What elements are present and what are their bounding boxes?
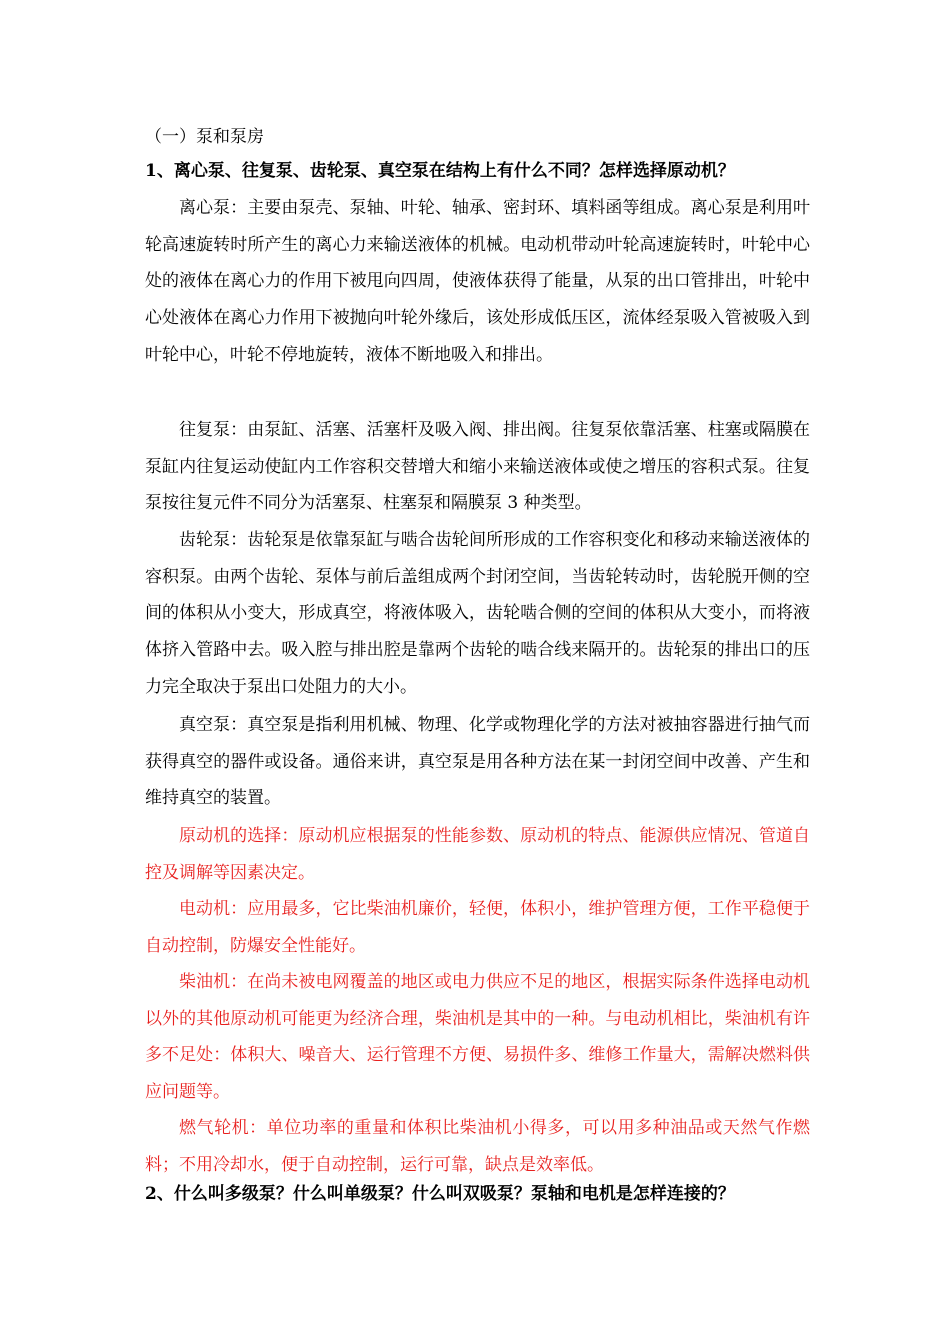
paragraph-electric-motor: 电动机：应用最多，它比柴油机廉价，轻便，体积小，维护管理方便，工作平稳便于自动控制，防爆安全性能好。 [145, 899, 810, 956]
question-heading-1: 1、离心泵、往复泵、齿轮泵、真空泵在结构上有什么不同？怎样选择原动机？ [145, 161, 735, 181]
paragraph-vacuum-pump: 真空泵：真空泵是指利用机械、物理、化学或物理化学的方法对被抽容器进行抽气而获得真空的器件或设备。通俗来讲，真空泵是用各种方法在某一封闭空间中改善、产生和维持真空的装置。 [145, 715, 810, 809]
section-title: （一）泵和泵房 [145, 127, 264, 147]
question-heading-2: 2、什么叫多级泵？什么叫单级泵？什么叫双吸泵？泵轴和电机是怎样连接的？ [145, 1184, 735, 1204]
paragraph-centrifugal-pump: 离心泵：主要由泵壳、泵轴、叶轮、轴承、密封环、填料函等组成。离心泵是利用叶轮高速旋转时所产生的离心力来输送液体的机械。电动机带动叶轮高速旋转时，叶轮中心处的液体在离心力的作用下被甩向四周，使液体获得了能量，从泵的出口管排出，叶轮中心处液体在离心力作用下被抛向叶轮外缘后，该处形成低压区，流体经泵吸入管被吸入到叶轮中心，叶轮不停地旋转，液体不断地吸入和排出。 [145, 198, 810, 365]
paragraph-gear-pump: 齿轮泵：齿轮泵是依靠泵缸与啮合齿轮间所形成的工作容积变化和移动来输送液体的容积泵。由两个齿轮、泵体与前后盖组成两个封闭空间，当齿轮转动时，齿轮脱开侧的空间的体积从小变大，形成真空，将液体吸入，齿轮啮合侧的空间的体积从大变小，而将液体挤入管路中去。吸入腔与排出腔是靠两个齿轮的啮合线来隔开的。齿轮泵的排出口的压力完全取决于泵出口处阻力的大小。 [145, 530, 810, 697]
paragraph-diesel-engine: 柴油机：在尚未被电网覆盖的地区或电力供应不足的地区，根据实际条件选择电动机以外的其他原动机可能更为经济合理，柴油机是其中的一种。与电动机相比，柴油机有许多不足处：体积大、噪音大、运行管理不方便、易损件多、维修工作量大，需解决燃料供应问题等。 [145, 972, 810, 1103]
paragraph-gas-turbine: 燃气轮机：单位功率的重量和体积比柴油机小得多，可以用多种油品或天然气作燃料；不用冷却水，便于自动控制，运行可靠，缺点是效率低。 [145, 1118, 810, 1175]
paragraph-prime-mover-selection: 原动机的选择：原动机应根据泵的性能参数、原动机的特点、能源供应情况、管道自控及调解等因素决定。 [145, 826, 810, 883]
paragraph-reciprocating-pump: 往复泵：由泵缸、活塞、活塞杆及吸入阀、排出阀。往复泵依靠活塞、柱塞或隔膜在泵缸内往复运动使缸内工作容积交替增大和缩小来输送液体或使之增压的容积式泵。往复泵按往复元件不同分为活塞泵、柱塞泵和隔膜泵 3 种类型。 [145, 420, 810, 514]
